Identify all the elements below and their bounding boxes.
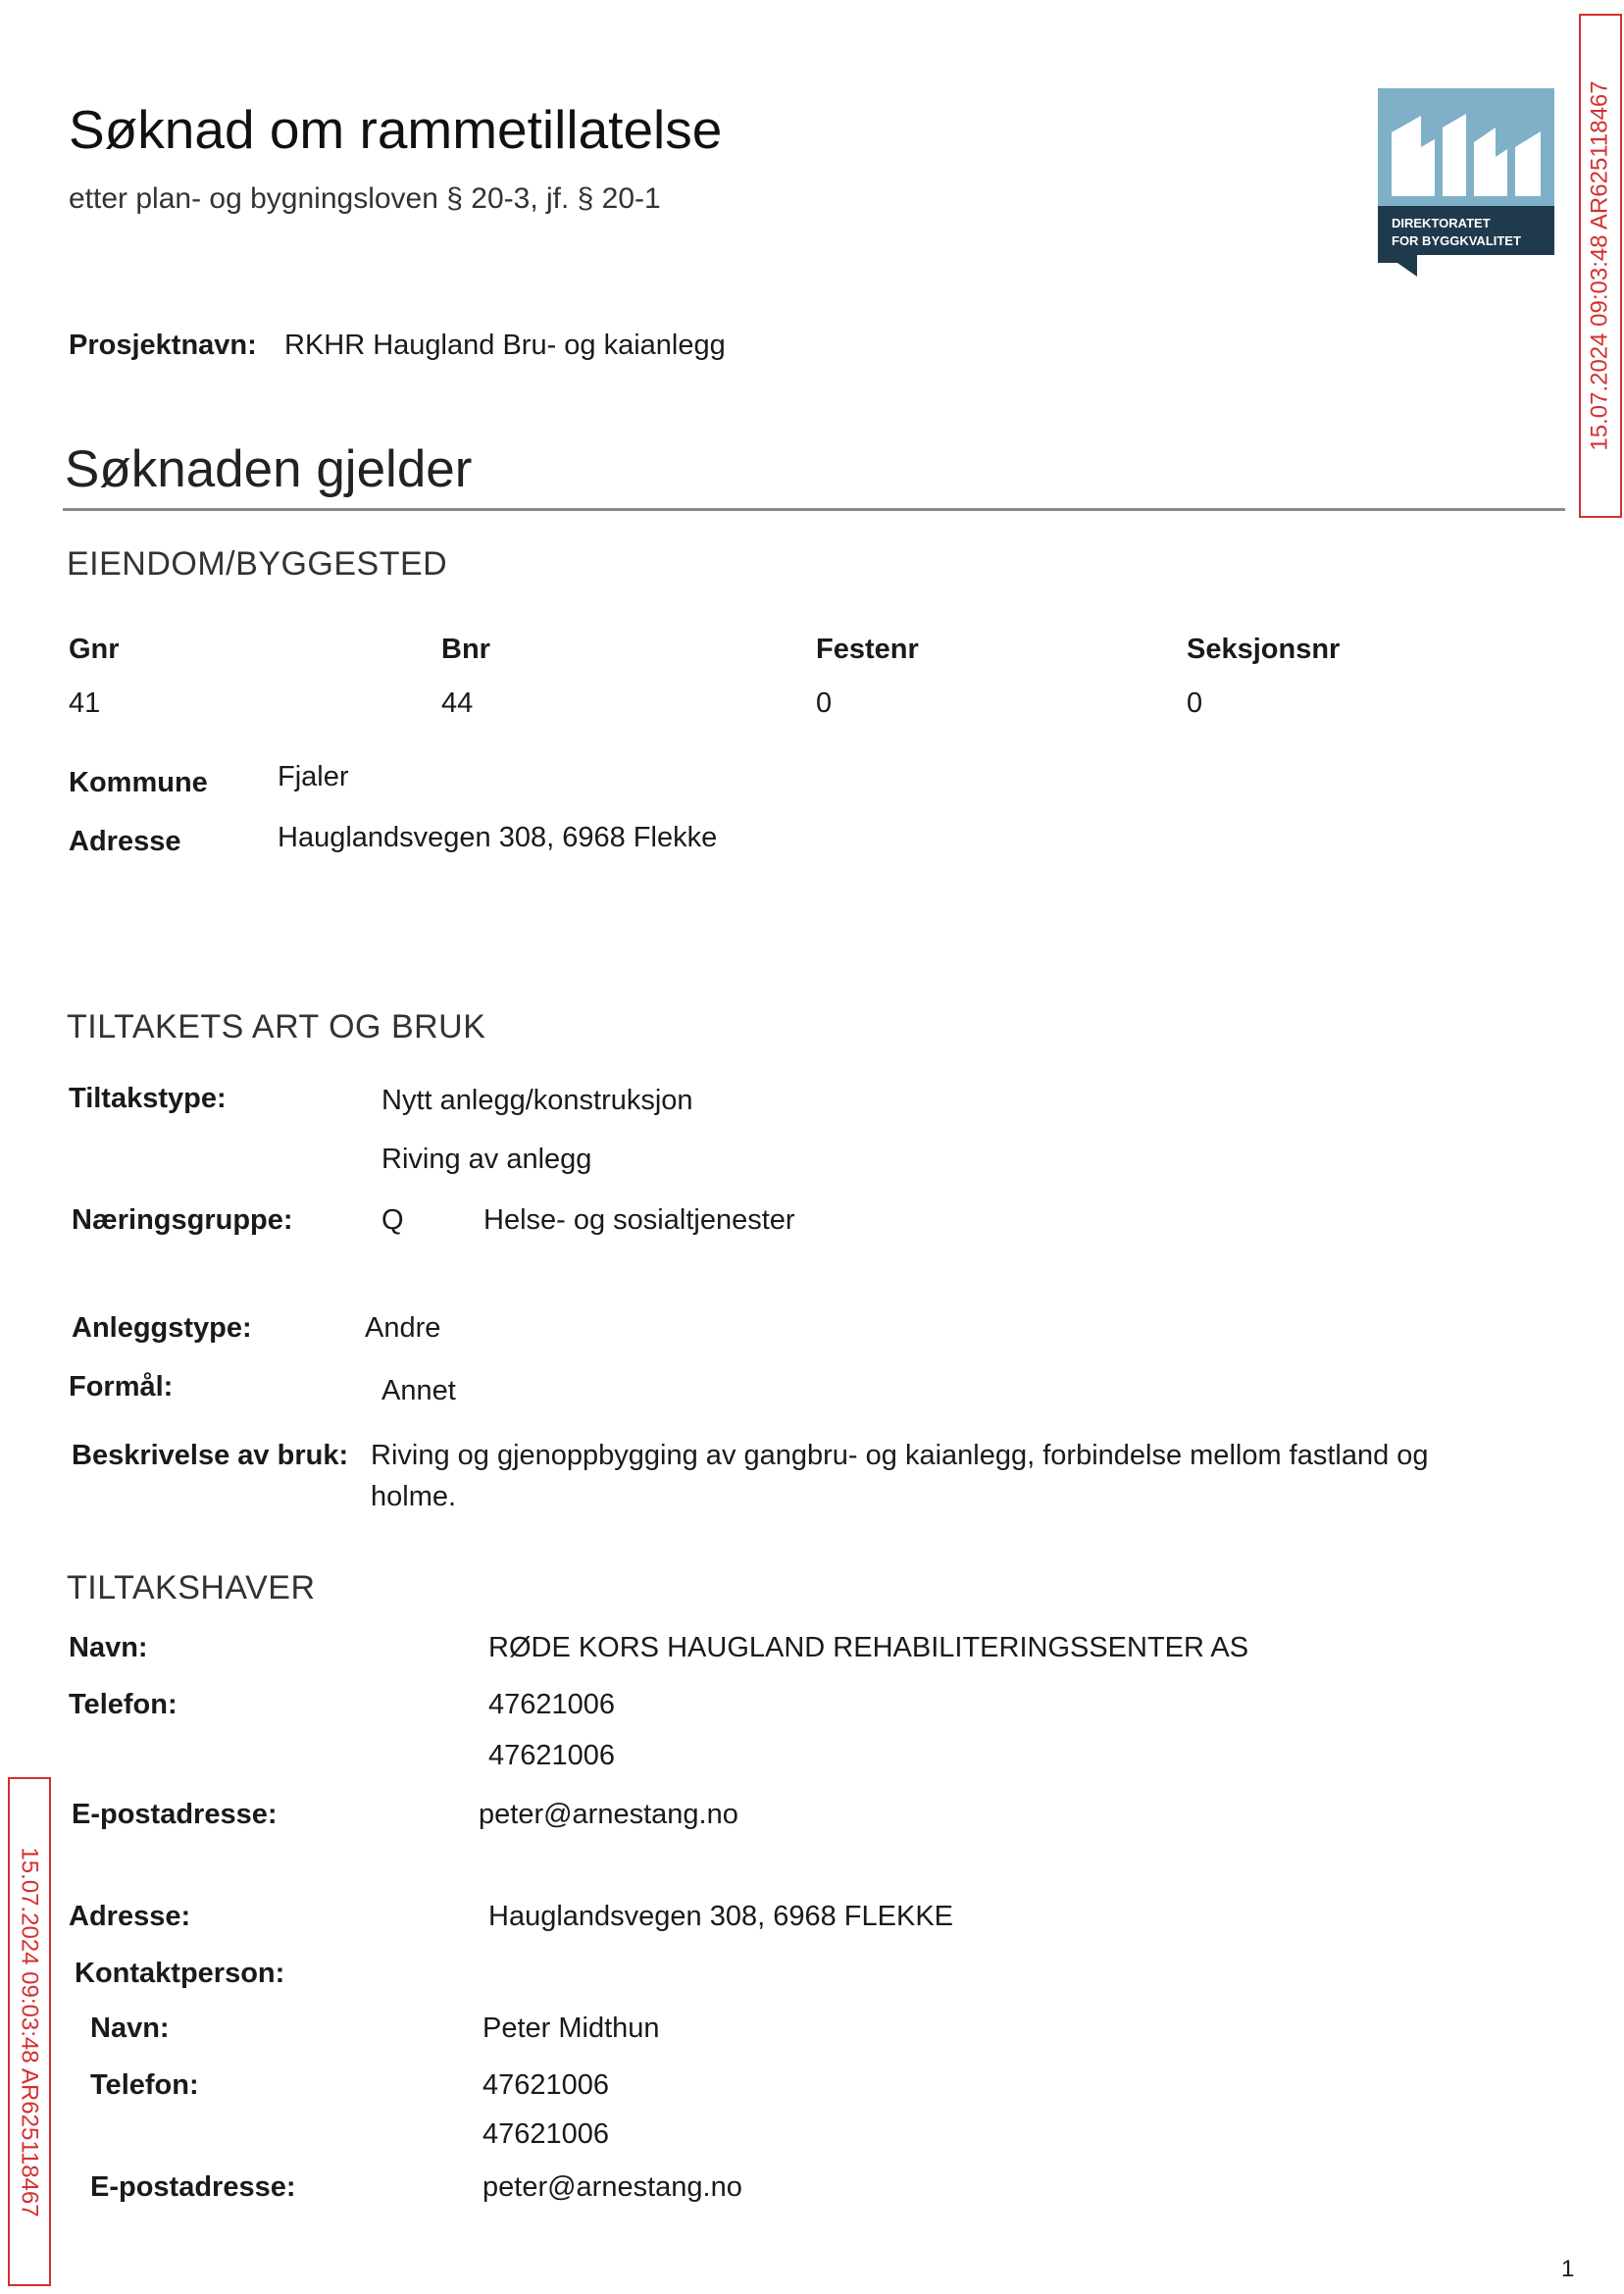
tiltakshaver-heading: TILTAKSHAVER bbox=[67, 1569, 316, 1606]
beskrivelse-value-line1: Riving og gjenoppbygging av gangbru- og kaianlegg, forbindelse mellom fastland og bbox=[371, 1440, 1429, 1471]
tiltakshaver-navn-value: RØDE KORS HAUGLAND REHABILITERINGSSENTER AS bbox=[488, 1632, 1249, 1663]
section-divider bbox=[63, 508, 1565, 511]
tiltakshaver-telefon-value-1: 47621006 bbox=[488, 1689, 616, 1720]
eiendom-heading: EIENDOM/BYGGESTED bbox=[67, 545, 448, 583]
formal-value: Annet bbox=[381, 1375, 456, 1406]
anleggstype-value: Andre bbox=[365, 1312, 441, 1344]
kontakt-navn-value: Peter Midthun bbox=[482, 2013, 660, 2044]
timestamp-stamp-bottom bbox=[8, 1777, 51, 2286]
kontaktperson-label: Kontaktperson: bbox=[75, 1958, 285, 1989]
kommune-value: Fjaler bbox=[278, 761, 349, 792]
adresse-label: Adresse bbox=[69, 826, 181, 857]
document-title: Søknad om rammetillatelse bbox=[69, 99, 723, 160]
festenr-value: 0 bbox=[816, 688, 833, 719]
kontakt-telefon-value-2: 47621006 bbox=[482, 2118, 610, 2150]
timestamp-stamp-top bbox=[1579, 14, 1622, 518]
tiltakstype-value-2: Riving av anlegg bbox=[381, 1144, 592, 1175]
tiltakshaver-adresse-label: Adresse: bbox=[69, 1901, 191, 1932]
logo-text-line1: DIREKTORATET bbox=[1392, 216, 1491, 230]
tiltakstype-label: Tiltakstype: bbox=[69, 1083, 227, 1114]
logo-building-2 bbox=[1443, 114, 1466, 196]
gnr-label: Gnr bbox=[69, 634, 120, 665]
festenr-label: Festenr bbox=[816, 634, 919, 665]
project-name-value: RKHR Haugland Bru- og kaianlegg bbox=[284, 330, 726, 361]
beskrivelse-label: Beskrivelse av bruk: bbox=[72, 1440, 349, 1471]
stamp-text: 15.07.2024 09:03:48 AR625118467 bbox=[17, 1846, 43, 2218]
kontakt-telefon-label: Telefon: bbox=[90, 2069, 199, 2101]
anleggstype-label: Anleggstype: bbox=[72, 1312, 252, 1344]
naeringsgruppe-value: Helse- og sosialtjenester bbox=[483, 1204, 795, 1236]
tiltakshaver-telefon-value-2: 47621006 bbox=[488, 1740, 616, 1771]
logo-text-line2: FOR BYGGKVALITET bbox=[1392, 233, 1521, 248]
stamp-text: 15.07.2024 09:03:48 AR625118467 bbox=[1587, 80, 1613, 451]
naeringsgruppe-code: Q bbox=[381, 1204, 404, 1236]
kommune-label: Kommune bbox=[69, 767, 208, 798]
naeringsgruppe-label: Næringsgruppe: bbox=[72, 1204, 293, 1236]
bnr-label: Bnr bbox=[441, 634, 490, 665]
kontakt-navn-label: Navn: bbox=[90, 2013, 170, 2044]
seksjonsnr-label: Seksjonsnr bbox=[1187, 634, 1341, 665]
section-title: Søknaden gjelder bbox=[65, 440, 473, 498]
formal-label: Formål: bbox=[69, 1371, 174, 1402]
tiltak-heading: TILTAKETS ART OG BRUK bbox=[67, 1008, 486, 1045]
tiltakshaver-navn-label: Navn: bbox=[69, 1632, 148, 1663]
tiltakshaver-adresse-value: Hauglandsvegen 308, 6968 FLEKKE bbox=[488, 1901, 954, 1932]
kontakt-epost-value: peter@arnestang.no bbox=[482, 2171, 742, 2203]
bnr-value: 44 bbox=[441, 688, 474, 719]
tiltakshaver-epost-label: E-postadresse: bbox=[72, 1799, 278, 1830]
project-name-label: Prosjektnavn: bbox=[69, 330, 257, 361]
logo-tab bbox=[1378, 255, 1417, 277]
document-subtitle: etter plan- og bygningsloven § 20-3, jf. § 20-1 bbox=[69, 182, 661, 215]
tiltakshaver-epost-value: peter@arnestang.no bbox=[479, 1799, 738, 1830]
adresse-value: Hauglandsvegen 308, 6968 Flekke bbox=[278, 822, 718, 853]
beskrivelse-value-line2: holme. bbox=[371, 1481, 457, 1512]
tiltakstype-value-1: Nytt anlegg/konstruksjon bbox=[381, 1085, 693, 1116]
seksjonsnr-value: 0 bbox=[1187, 688, 1203, 719]
dibk-logo bbox=[1378, 88, 1554, 277]
gnr-value: 41 bbox=[69, 688, 101, 719]
page-number: 1 bbox=[1561, 2256, 1575, 2282]
kontakt-telefon-value-1: 47621006 bbox=[482, 2069, 610, 2101]
kontakt-epost-label: E-postadresse: bbox=[90, 2171, 296, 2203]
tiltakshaver-telefon-label: Telefon: bbox=[69, 1689, 178, 1720]
